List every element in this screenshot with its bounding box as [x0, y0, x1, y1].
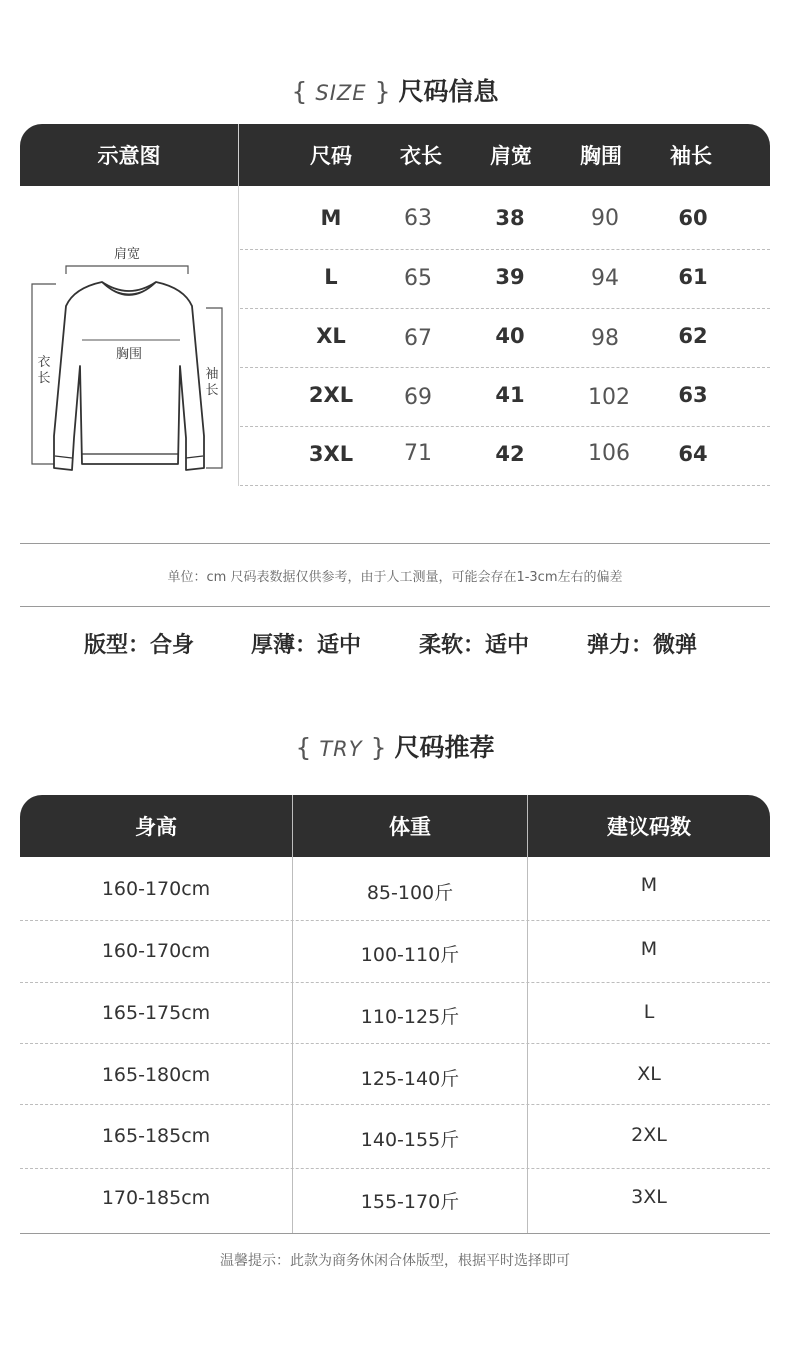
weight-value: 85-100斤	[366, 882, 454, 904]
try-table-bottom-line	[20, 1233, 770, 1234]
brace-open: {	[291, 77, 308, 106]
section-title-text: 尺码信息	[398, 77, 499, 106]
header-recommended-size: 建议码数	[607, 815, 691, 839]
try-table-header	[20, 795, 770, 857]
size-table-header	[20, 124, 770, 186]
weight-value: 110-125斤	[360, 1006, 460, 1028]
recommended-size-value: M	[640, 938, 658, 960]
header-length: 衣长	[400, 144, 442, 168]
unit-note: 单位：cm 尺码表数据仅供参考，由于人工测量，可能会存在1-3cm左右的偏差	[167, 570, 623, 585]
header-chest: 胸围	[580, 144, 622, 168]
length-value: 69	[404, 385, 432, 410]
row-divider	[20, 1043, 770, 1044]
size-value: XL	[316, 324, 346, 348]
section-tag: TRY	[319, 737, 363, 761]
sweatshirt-outline-icon	[20, 236, 238, 476]
chest-value: 90	[591, 206, 619, 231]
sleeve-value: 62	[678, 324, 708, 348]
row-divider	[240, 367, 770, 368]
shoulder-value: 41	[495, 383, 525, 407]
header-weight: 体重	[389, 815, 431, 839]
size-section-title	[0, 72, 790, 108]
shoulder-value: 42	[495, 442, 525, 466]
footer-tip: 温馨提示：此款为商务休闲合体版型，根据平时选择即可	[220, 1253, 570, 1269]
shoulder-value: 39	[495, 265, 525, 289]
chest-value: 102	[588, 385, 630, 410]
row-divider	[20, 920, 770, 921]
try-section-title	[0, 728, 790, 764]
size-value: 3XL	[308, 442, 354, 466]
row-divider	[20, 1168, 770, 1169]
chest-value: 94	[591, 266, 619, 291]
diagram-header: 示意图	[97, 144, 161, 168]
length-value: 71	[404, 441, 432, 466]
sleeve-value: 60	[678, 206, 708, 230]
size-value: L	[324, 265, 338, 289]
note-top-line	[20, 543, 770, 544]
sleeve-label-1: 袖	[205, 367, 219, 382]
sleeve-value: 64	[678, 442, 708, 466]
weight-value: 140-155斤	[360, 1129, 460, 1151]
weight-value: 125-140斤	[360, 1068, 460, 1090]
row-divider	[240, 308, 770, 309]
property-fit: 版型：合身	[84, 633, 195, 658]
length-label-2: 长	[37, 371, 51, 386]
property-elasticity: 弹力：微弹	[587, 633, 698, 658]
fabric-properties	[0, 628, 790, 660]
chest-label: 胸围	[115, 347, 143, 362]
height-value: 165-180cm	[101, 1064, 211, 1086]
length-value: 65	[404, 266, 432, 291]
sleeve-label-2: 长	[205, 383, 219, 398]
length-value: 67	[404, 326, 432, 351]
recommended-size-value: 3XL	[631, 1186, 667, 1208]
size-value: 2XL	[308, 383, 354, 407]
property-softness: 柔软：适中	[419, 633, 530, 658]
shoulder-label: 肩宽	[113, 247, 141, 262]
chest-value: 106	[588, 441, 630, 466]
length-label-1: 衣	[37, 355, 51, 370]
length-value: 63	[404, 206, 432, 231]
row-divider	[240, 249, 770, 250]
header-sleeve: 袖长	[670, 144, 712, 168]
height-value: 165-185cm	[101, 1125, 211, 1147]
brace-close: }	[374, 77, 391, 106]
chest-value: 98	[591, 326, 619, 351]
header-height: 身高	[135, 815, 177, 839]
height-value: 165-175cm	[101, 1002, 211, 1024]
row-divider	[240, 426, 770, 427]
sleeve-value: 61	[678, 265, 708, 289]
header-shoulder: 肩宽	[490, 144, 532, 168]
weight-value: 100-110斤	[360, 944, 460, 966]
weight-value: 155-170斤	[360, 1191, 460, 1213]
row-divider	[240, 485, 770, 486]
shoulder-value: 38	[495, 206, 525, 230]
height-value: 160-170cm	[101, 940, 211, 962]
note-bottom-line	[20, 606, 770, 607]
sleeve-value: 63	[678, 383, 708, 407]
height-value: 160-170cm	[101, 878, 211, 900]
brace-open: {	[295, 733, 312, 762]
recommended-size-value: L	[643, 1001, 655, 1023]
row-divider	[20, 1104, 770, 1105]
height-value: 170-185cm	[101, 1187, 211, 1209]
recommended-size-value: 2XL	[631, 1124, 667, 1146]
property-thickness: 厚薄：适中	[251, 633, 362, 658]
section-title-text: 尺码推荐	[394, 733, 495, 762]
section-tag: SIZE	[315, 81, 367, 105]
size-value: M	[320, 206, 342, 230]
row-divider	[20, 982, 770, 983]
recommended-size-value: M	[640, 874, 658, 896]
header-size: 尺码	[310, 144, 352, 168]
brace-close: }	[370, 733, 387, 762]
size-table-divider	[238, 124, 239, 486]
shoulder-value: 40	[495, 324, 525, 348]
recommended-size-value: XL	[637, 1063, 661, 1085]
